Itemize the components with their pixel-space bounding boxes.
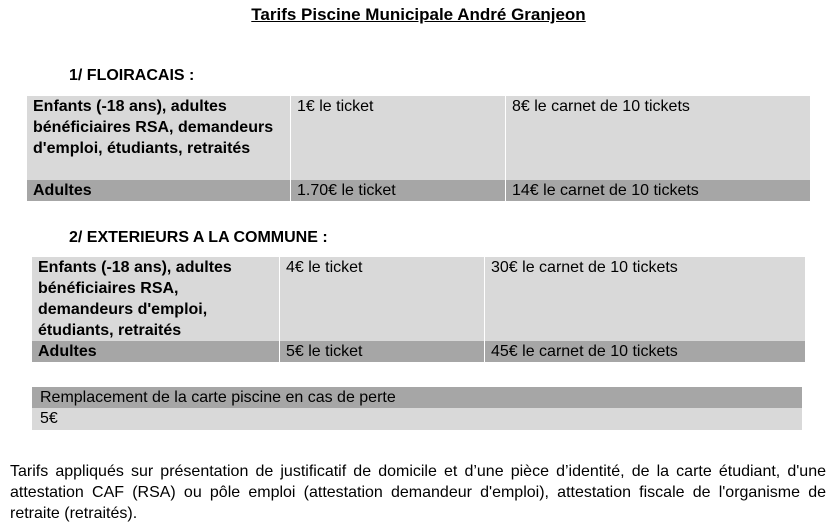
tarifs-table-floiracais [27,96,810,201]
table-row [32,257,805,341]
table-row [32,341,805,362]
ticket-price-cell: 5€ le ticket [280,341,485,362]
table-row [27,96,810,180]
table-row [27,180,810,201]
section-heading-floiracais: 1/ FLOIRACAIS : [69,67,195,84]
conditions-note: Tarifs appliqués sur présentation de justificatif de domicile et d’une pièce d’identité, de la carte étudiant, d'une attestation CAF (RSA) ou pôle emploi (attestation demandeur d'emploi), attestation fiscale de l'organisme de retraite (retraités). [10,463,826,522]
category-cell: Enfants (-18 ans), adultes bénéficiaires RSA, demandeurs d'emploi, étudiants, retraités [27,96,291,180]
carnet-price-cell: 8€ le carnet de 10 tickets [506,96,811,180]
page-title: Tarifs Piscine Municipale André Granjeon [251,5,586,24]
carnet-price-cell: 30€ le carnet de 10 tickets [485,257,806,341]
replacement-price: 5€ [32,408,802,430]
replacement-label: Remplacement de la carte piscine en cas de perte [32,387,802,408]
category-cell: Enfants (-18 ans), adultes bénéficiaires RSA, demandeurs d'emploi, étudiants, retraités [32,257,280,341]
carnet-price-cell: 45€ le carnet de 10 tickets [485,341,806,362]
tarifs-table-exterieurs [32,257,805,362]
ticket-price-cell: 4€ le ticket [280,257,485,341]
section-heading-exterieurs: 2/ EXTERIEURS A LA COMMUNE : [69,229,328,246]
category-cell: Adultes [27,180,291,201]
carnet-price-cell: 14€ le carnet de 10 tickets [506,180,811,201]
replacement-card-box [32,387,802,430]
ticket-price-cell: 1€ le ticket [291,96,506,180]
ticket-price-cell: 1.70€ le ticket [291,180,506,201]
category-cell: Adultes [32,341,280,362]
